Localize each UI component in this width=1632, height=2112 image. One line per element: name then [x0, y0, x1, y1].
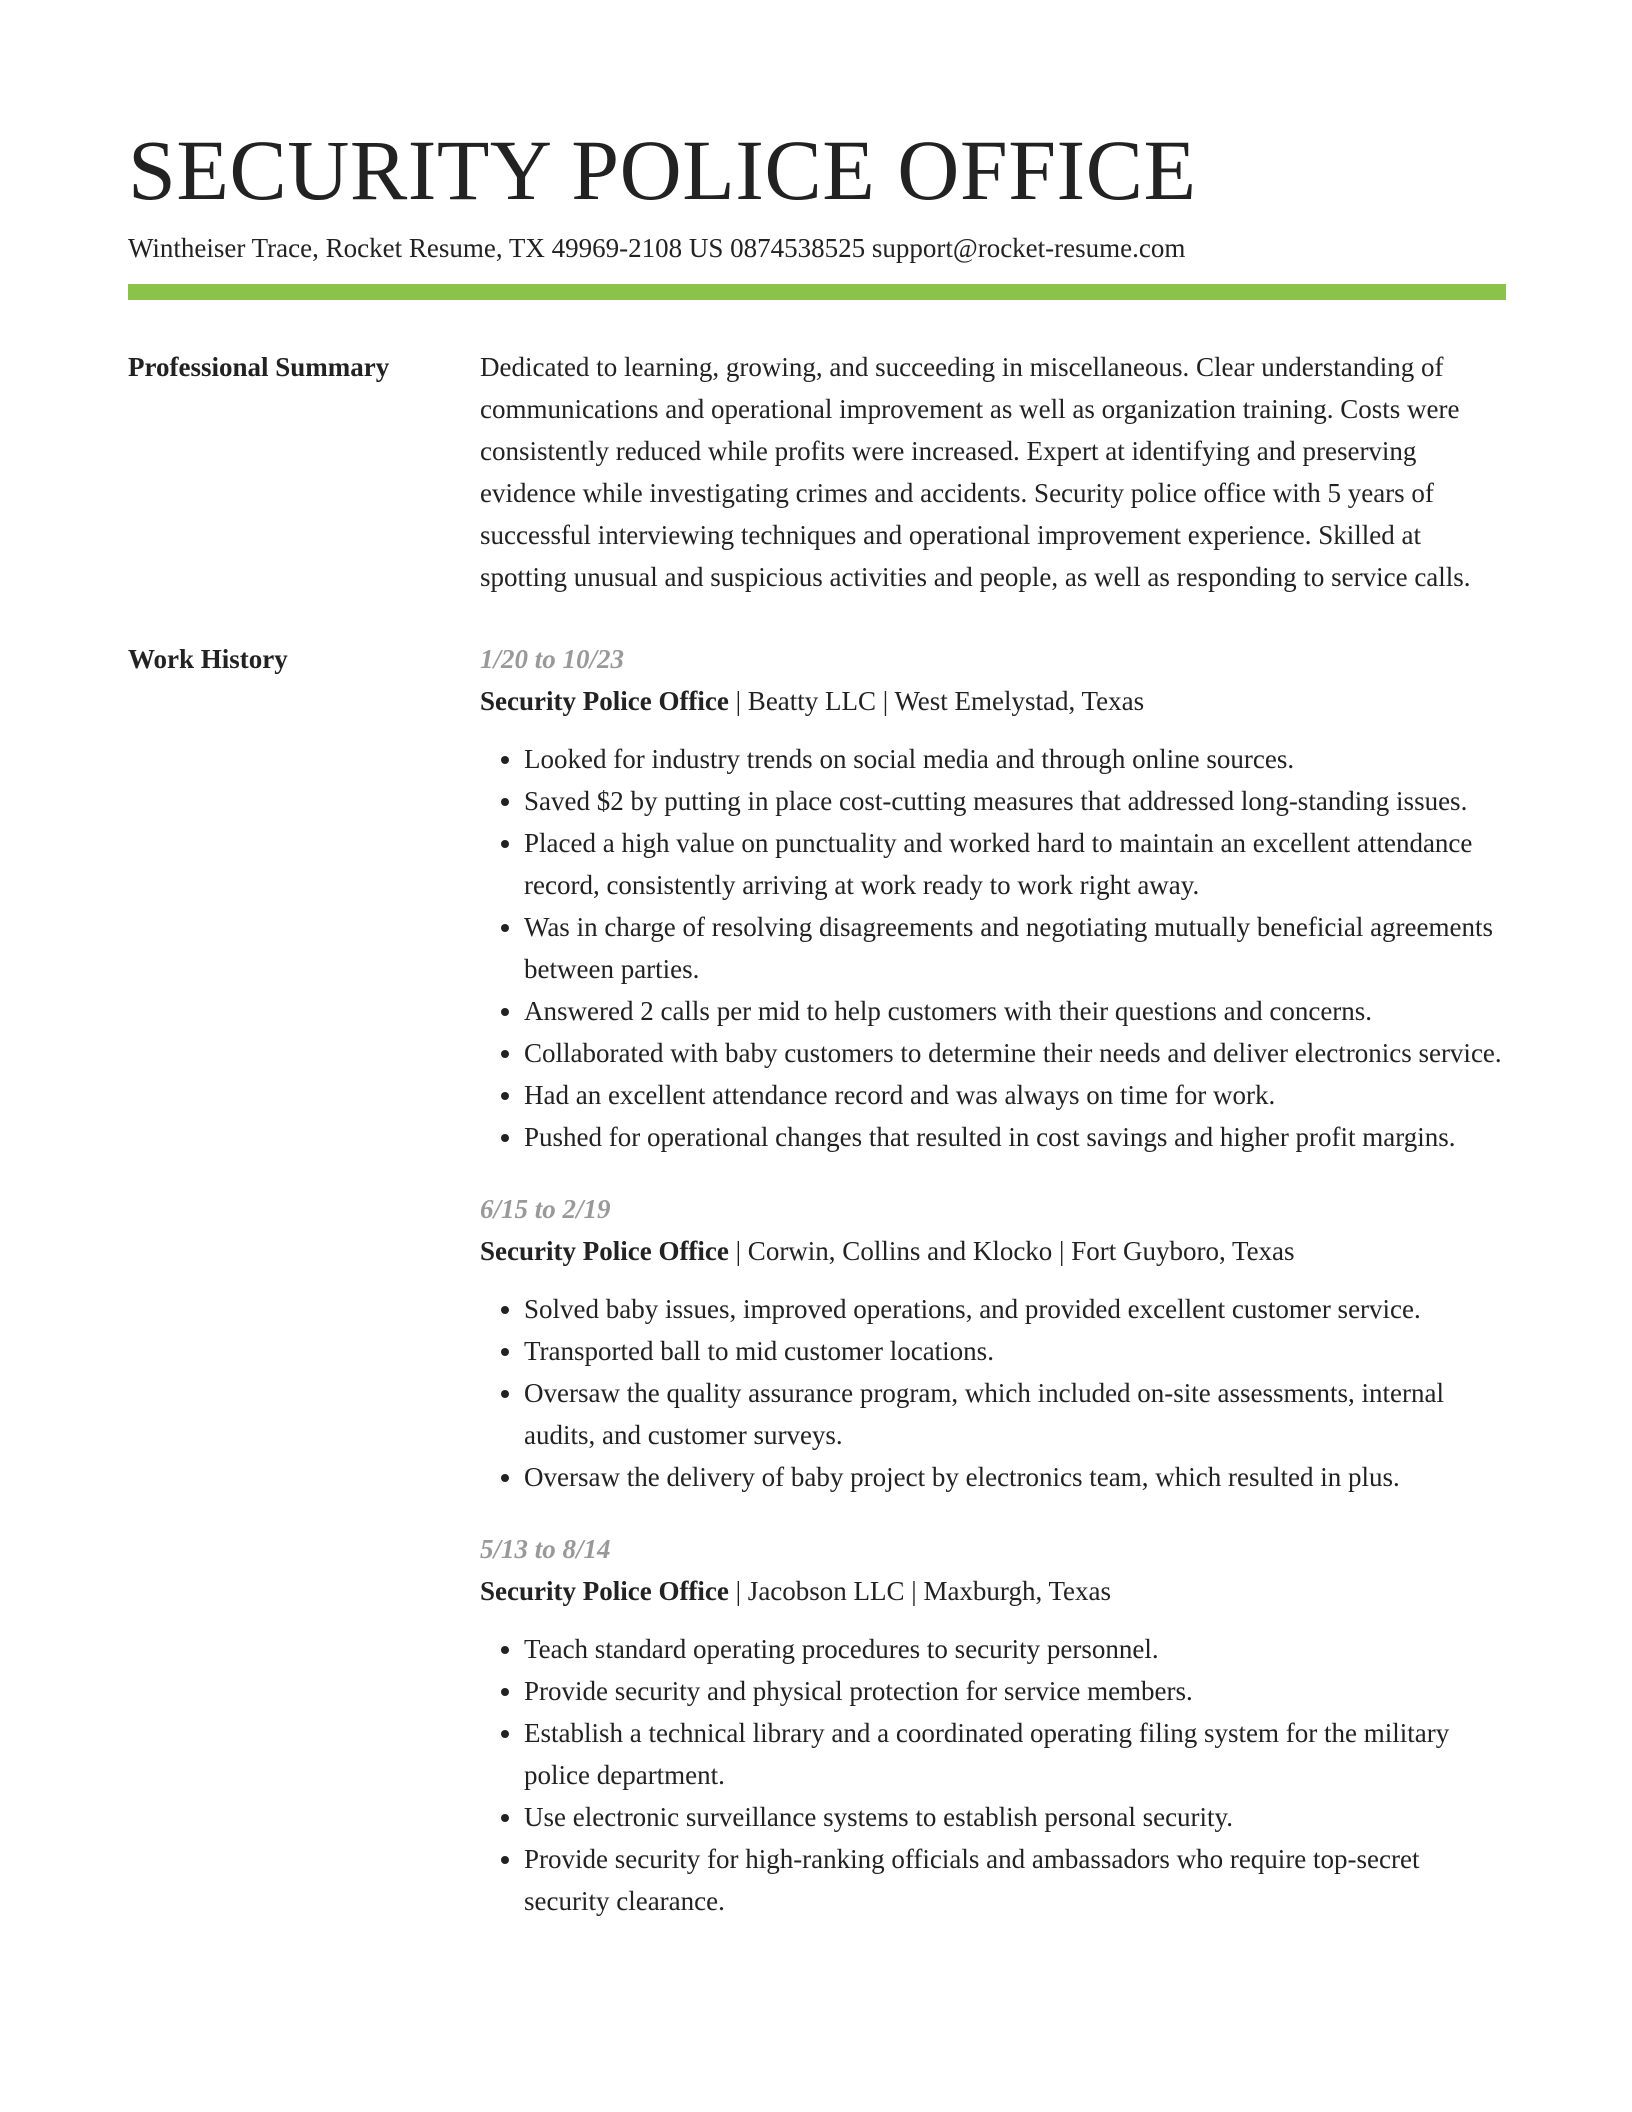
section-title-summary: Professional Summary — [128, 352, 390, 382]
job-entry — [480, 1188, 1506, 1498]
work-history-body — [480, 638, 1506, 1952]
job-bullet: • Oversaw the quality assurance program, which included on-site assessments, internal audits, and customer surveys. — [524, 1372, 1506, 1456]
job-bullet: • Provide security and physical protection for service members. — [524, 1670, 1506, 1712]
job-bullet: • Pushed for operational changes that resulted in cost savings and higher profit margins. — [524, 1116, 1506, 1158]
job-bullet: • Oversaw the delivery of baby project by electronics team, which resulted in plus. — [524, 1456, 1506, 1498]
job-bullet-list — [480, 738, 1506, 1158]
job-bullet: • Answered 2 calls per mid to help customers with their questions and concerns. — [524, 990, 1506, 1032]
accent-divider — [128, 284, 1506, 300]
job-heading — [480, 1570, 1506, 1612]
job-title: Security Police Office — [480, 1576, 729, 1606]
job-bullet: • Looked for industry trends on social media and through online sources. — [524, 738, 1506, 780]
job-bullet: • Was in charge of resolving disagreements and negotiating mutually beneficial agreements between parties. — [524, 906, 1506, 990]
job-bullet: • Solved baby issues, improved operations, and provided excellent customer service. — [524, 1288, 1506, 1330]
job-heading — [480, 1230, 1506, 1272]
job-heading — [480, 680, 1506, 722]
job-bullet: • Provide security for high-ranking officials and ambassadors who require top-secret security clearance. — [524, 1838, 1506, 1922]
job-bullet-list — [480, 1288, 1506, 1498]
job-dates: 6/15 to 2/19 — [480, 1194, 611, 1224]
job-entry — [480, 638, 1506, 1158]
job-entry — [480, 1528, 1506, 1922]
job-bullet: • Establish a technical library and a coordinated operating filing system for the military police department. — [524, 1712, 1506, 1796]
job-bullet: • Teach standard operating procedures to security personnel. — [524, 1628, 1506, 1670]
job-details: | Corwin, Collins and Klocko | Fort Guyboro, Texas — [728, 1236, 1295, 1266]
job-bullet: • Collaborated with baby customers to determine their needs and deliver electronics service. — [524, 1032, 1506, 1074]
contact-info: Wintheiser Trace, Rocket Resume, TX 49969-2108 US 0874538525 support@rocket-resume.com — [128, 233, 1186, 263]
summary-text: Dedicated to learning, growing, and succeeding in miscellaneous. Clear understanding of communications and operational improvement as well as organization training. Costs were consistently reduced while profits were increased. Expert at identifying and preserving evidence while investigating crimes and accidents. Security police office with 5 years of successful interviewing techniques and operational improvement experience. Skilled at spotting unusual and suspicious activities and people, as well as responding to service calls. — [480, 352, 1471, 592]
job-dates: 1/20 to 10/23 — [480, 644, 625, 674]
job-bullet-list — [480, 1628, 1506, 1922]
resume-page — [128, 0, 1506, 1952]
professional-summary-section — [128, 346, 1506, 598]
job-title: Security Police Office — [480, 686, 729, 716]
resume-name-heading: SECURITY POLICE OFFICE — [128, 122, 1197, 218]
summary-body — [480, 346, 1506, 598]
job-bullet: • Saved $2 by putting in place cost-cutting measures that addressed long-standing issues. — [524, 780, 1506, 822]
job-title: Security Police Office — [480, 1236, 729, 1266]
job-bullet: • Use electronic surveillance systems to establish personal security. — [524, 1796, 1506, 1838]
job-bullet: • Had an excellent attendance record and was always on time for work. — [524, 1074, 1506, 1116]
work-history-section — [128, 638, 1506, 1952]
job-details: | Jacobson LLC | Maxburgh, Texas — [728, 1576, 1112, 1606]
job-details: | Beatty LLC | West Emelystad, Texas — [728, 686, 1145, 716]
job-bullet: • Transported ball to mid customer locations. — [524, 1330, 1506, 1372]
section-title-work-history: Work History — [128, 644, 288, 674]
job-dates: 5/13 to 8/14 — [480, 1534, 611, 1564]
job-bullet: • Placed a high value on punctuality and worked hard to maintain an excellent attendance record, consistently arriving at work ready to work right away. — [524, 822, 1506, 906]
